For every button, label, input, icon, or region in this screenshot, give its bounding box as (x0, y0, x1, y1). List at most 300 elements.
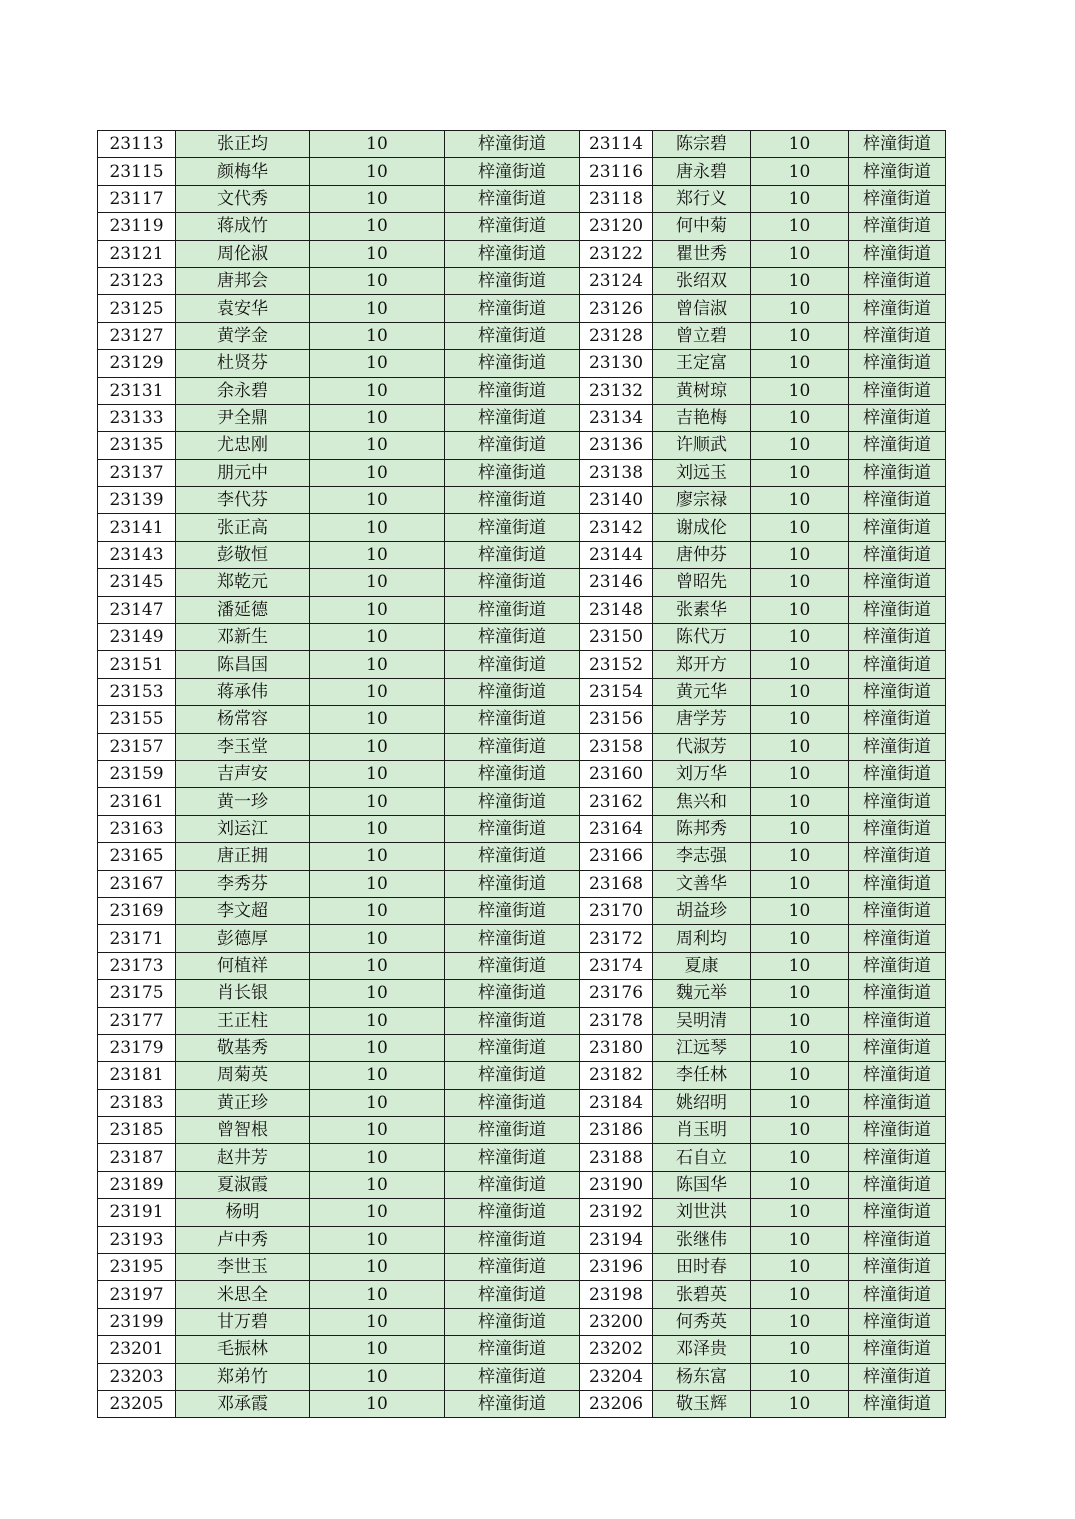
record-id-cell: 23179 (98, 1034, 176, 1061)
table-row (98, 295, 946, 322)
record-id-cell: 23129 (98, 350, 176, 377)
value-cell: 10 (310, 213, 445, 240)
table-row (98, 1254, 946, 1281)
street-name-cell: 梓潼街道 (849, 1144, 946, 1171)
street-name-cell: 梓潼街道 (849, 788, 946, 815)
street-name-cell: 梓潼街道 (445, 815, 580, 842)
value-cell: 10 (751, 706, 849, 733)
street-name-cell: 梓潼街道 (445, 651, 580, 678)
value-cell: 10 (310, 1034, 445, 1061)
person-name-cell: 邓承霞 (176, 1390, 310, 1417)
value-cell: 10 (751, 1308, 849, 1335)
person-name-cell: 唐永碧 (653, 158, 751, 185)
record-id-cell: 23137 (98, 459, 176, 486)
person-name-cell: 张绍双 (653, 267, 751, 294)
person-name-cell: 敬基秀 (176, 1034, 310, 1061)
record-id-cell: 23201 (98, 1336, 176, 1363)
person-name-cell: 李文超 (176, 897, 310, 924)
record-id-cell: 23152 (580, 651, 653, 678)
street-name-cell: 梓潼街道 (445, 213, 580, 240)
person-name-cell: 黄一珍 (176, 788, 310, 815)
person-name-cell: 文善华 (653, 870, 751, 897)
record-id-cell: 23123 (98, 267, 176, 294)
person-name-cell: 潘延德 (176, 596, 310, 623)
person-name-cell: 毛振林 (176, 1336, 310, 1363)
value-cell: 10 (751, 240, 849, 267)
person-name-cell: 郑开方 (653, 651, 751, 678)
table-row (98, 158, 946, 185)
record-id-cell: 23119 (98, 213, 176, 240)
street-name-cell: 梓潼街道 (445, 240, 580, 267)
record-id-cell: 23151 (98, 651, 176, 678)
record-id-cell: 23158 (580, 733, 653, 760)
value-cell: 10 (751, 377, 849, 404)
value-cell: 10 (310, 651, 445, 678)
person-name-cell: 黄元华 (653, 678, 751, 705)
value-cell: 10 (751, 185, 849, 212)
street-name-cell: 梓潼街道 (445, 788, 580, 815)
record-id-cell: 23139 (98, 487, 176, 514)
person-name-cell: 黄正珍 (176, 1089, 310, 1116)
value-cell: 10 (310, 514, 445, 541)
value-cell: 10 (751, 1062, 849, 1089)
person-name-cell: 陈国华 (653, 1171, 751, 1198)
street-name-cell: 梓潼街道 (849, 870, 946, 897)
value-cell: 10 (310, 1171, 445, 1198)
table-row (98, 1171, 946, 1198)
value-cell: 10 (310, 295, 445, 322)
value-cell: 10 (751, 1363, 849, 1390)
record-id-cell: 23122 (580, 240, 653, 267)
table-row (98, 1336, 946, 1363)
table-row (98, 1062, 946, 1089)
record-id-cell: 23128 (580, 322, 653, 349)
person-name-cell: 敬玉辉 (653, 1390, 751, 1417)
street-name-cell: 梓潼街道 (445, 350, 580, 377)
street-name-cell: 梓潼街道 (445, 678, 580, 705)
person-name-cell: 陈代万 (653, 624, 751, 651)
table-row (98, 1363, 946, 1390)
value-cell: 10 (310, 569, 445, 596)
record-id-cell: 23121 (98, 240, 176, 267)
street-name-cell: 梓潼街道 (445, 131, 580, 158)
table-body (98, 131, 946, 1418)
record-id-cell: 23146 (580, 569, 653, 596)
table-row (98, 350, 946, 377)
record-id-cell: 23134 (580, 404, 653, 431)
record-id-cell: 23178 (580, 1007, 653, 1034)
person-name-cell: 李志强 (653, 843, 751, 870)
person-name-cell: 朋元中 (176, 459, 310, 486)
value-cell: 10 (751, 1089, 849, 1116)
table-row (98, 706, 946, 733)
value-cell: 10 (310, 980, 445, 1007)
street-name-cell: 梓潼街道 (445, 870, 580, 897)
person-name-cell: 米思全 (176, 1281, 310, 1308)
street-name-cell: 梓潼街道 (849, 1226, 946, 1253)
person-name-cell: 蒋承伟 (176, 678, 310, 705)
record-id-cell: 23153 (98, 678, 176, 705)
record-id-cell: 23206 (580, 1390, 653, 1417)
value-cell: 10 (751, 925, 849, 952)
data-table (97, 130, 946, 1418)
street-name-cell: 梓潼街道 (849, 158, 946, 185)
person-name-cell: 瞿世秀 (653, 240, 751, 267)
value-cell: 10 (310, 1007, 445, 1034)
value-cell: 10 (751, 624, 849, 651)
person-name-cell: 张正均 (176, 131, 310, 158)
person-name-cell: 刘运江 (176, 815, 310, 842)
table-row (98, 678, 946, 705)
street-name-cell: 梓潼街道 (445, 1062, 580, 1089)
value-cell: 10 (310, 487, 445, 514)
person-name-cell: 王正柱 (176, 1007, 310, 1034)
street-name-cell: 梓潼街道 (849, 733, 946, 760)
person-name-cell: 周利均 (653, 925, 751, 952)
street-name-cell: 梓潼街道 (849, 1117, 946, 1144)
person-name-cell: 彭德厚 (176, 925, 310, 952)
record-id-cell: 23138 (580, 459, 653, 486)
record-id-cell: 23147 (98, 596, 176, 623)
table-row (98, 788, 946, 815)
table-row (98, 1144, 946, 1171)
street-name-cell: 梓潼街道 (445, 158, 580, 185)
person-name-cell: 谢成伦 (653, 514, 751, 541)
person-name-cell: 张继伟 (653, 1226, 751, 1253)
person-name-cell: 陈邦秀 (653, 815, 751, 842)
table-row (98, 185, 946, 212)
person-name-cell: 郑乾元 (176, 569, 310, 596)
value-cell: 10 (751, 432, 849, 459)
table-row (98, 267, 946, 294)
record-id-cell: 23195 (98, 1254, 176, 1281)
value-cell: 10 (751, 459, 849, 486)
person-name-cell: 李任林 (653, 1062, 751, 1089)
value-cell: 10 (310, 760, 445, 787)
value-cell: 10 (310, 815, 445, 842)
street-name-cell: 梓潼街道 (849, 541, 946, 568)
table-row (98, 870, 946, 897)
record-id-cell: 23120 (580, 213, 653, 240)
person-name-cell: 曾昭先 (653, 569, 751, 596)
table-row (98, 487, 946, 514)
value-cell: 10 (751, 1117, 849, 1144)
street-name-cell: 梓潼街道 (849, 131, 946, 158)
street-name-cell: 梓潼街道 (849, 569, 946, 596)
person-name-cell: 张碧英 (653, 1281, 751, 1308)
record-id-cell: 23193 (98, 1226, 176, 1253)
street-name-cell: 梓潼街道 (849, 1062, 946, 1089)
value-cell: 10 (751, 1199, 849, 1226)
value-cell: 10 (751, 678, 849, 705)
table-row (98, 569, 946, 596)
table-row (98, 624, 946, 651)
table-row (98, 432, 946, 459)
record-id-cell: 23194 (580, 1226, 653, 1253)
value-cell: 10 (310, 952, 445, 979)
record-id-cell: 23173 (98, 952, 176, 979)
street-name-cell: 梓潼街道 (849, 295, 946, 322)
value-cell: 10 (310, 1117, 445, 1144)
street-name-cell: 梓潼街道 (445, 322, 580, 349)
value-cell: 10 (751, 843, 849, 870)
record-id-cell: 23188 (580, 1144, 653, 1171)
person-name-cell: 胡益珍 (653, 897, 751, 924)
person-name-cell: 周菊英 (176, 1062, 310, 1089)
street-name-cell: 梓潼街道 (445, 1144, 580, 1171)
record-id-cell: 23176 (580, 980, 653, 1007)
value-cell: 10 (751, 815, 849, 842)
record-id-cell: 23160 (580, 760, 653, 787)
value-cell: 10 (751, 213, 849, 240)
record-id-cell: 23162 (580, 788, 653, 815)
table-row (98, 980, 946, 1007)
person-name-cell: 余永碧 (176, 377, 310, 404)
record-id-cell: 23166 (580, 843, 653, 870)
record-id-cell: 23145 (98, 569, 176, 596)
street-name-cell: 梓潼街道 (849, 404, 946, 431)
value-cell: 10 (751, 131, 849, 158)
value-cell: 10 (310, 1254, 445, 1281)
person-name-cell: 蒋成竹 (176, 213, 310, 240)
street-name-cell: 梓潼街道 (849, 213, 946, 240)
value-cell: 10 (310, 1062, 445, 1089)
value-cell: 10 (310, 1144, 445, 1171)
record-id-cell: 23174 (580, 952, 653, 979)
person-name-cell: 石自立 (653, 1144, 751, 1171)
street-name-cell: 梓潼街道 (445, 925, 580, 952)
value-cell: 10 (751, 651, 849, 678)
person-name-cell: 何植祥 (176, 952, 310, 979)
person-name-cell: 唐学芳 (653, 706, 751, 733)
street-name-cell: 梓潼街道 (849, 1199, 946, 1226)
value-cell: 10 (751, 1007, 849, 1034)
value-cell: 10 (751, 870, 849, 897)
street-name-cell: 梓潼街道 (849, 377, 946, 404)
record-id-cell: 23144 (580, 541, 653, 568)
street-name-cell: 梓潼街道 (445, 952, 580, 979)
value-cell: 10 (310, 322, 445, 349)
record-id-cell: 23143 (98, 541, 176, 568)
record-id-cell: 23185 (98, 1117, 176, 1144)
table-row (98, 897, 946, 924)
record-id-cell: 23150 (580, 624, 653, 651)
record-id-cell: 23142 (580, 514, 653, 541)
person-name-cell: 陈宗碧 (653, 131, 751, 158)
value-cell: 10 (310, 733, 445, 760)
record-id-cell: 23149 (98, 624, 176, 651)
street-name-cell: 梓潼街道 (445, 1363, 580, 1390)
record-id-cell: 23199 (98, 1308, 176, 1335)
record-id-cell: 23135 (98, 432, 176, 459)
street-name-cell: 梓潼街道 (445, 596, 580, 623)
value-cell: 10 (751, 295, 849, 322)
value-cell: 10 (310, 678, 445, 705)
street-name-cell: 梓潼街道 (849, 267, 946, 294)
person-name-cell: 吴明清 (653, 1007, 751, 1034)
table-row (98, 596, 946, 623)
value-cell: 10 (751, 1254, 849, 1281)
value-cell: 10 (751, 569, 849, 596)
value-cell: 10 (310, 925, 445, 952)
record-id-cell: 23183 (98, 1089, 176, 1116)
value-cell: 10 (751, 952, 849, 979)
record-id-cell: 23202 (580, 1336, 653, 1363)
person-name-cell: 文代秀 (176, 185, 310, 212)
street-name-cell: 梓潼街道 (849, 925, 946, 952)
person-name-cell: 邓泽贵 (653, 1336, 751, 1363)
person-name-cell: 郑弟竹 (176, 1363, 310, 1390)
street-name-cell: 梓潼街道 (445, 843, 580, 870)
street-name-cell: 梓潼街道 (849, 843, 946, 870)
person-name-cell: 甘万碧 (176, 1308, 310, 1335)
record-id-cell: 23187 (98, 1144, 176, 1171)
street-name-cell: 梓潼街道 (445, 706, 580, 733)
record-id-cell: 23130 (580, 350, 653, 377)
record-id-cell: 23189 (98, 1171, 176, 1198)
value-cell: 10 (310, 267, 445, 294)
value-cell: 10 (751, 267, 849, 294)
record-id-cell: 23124 (580, 267, 653, 294)
street-name-cell: 梓潼街道 (849, 624, 946, 651)
value-cell: 10 (751, 404, 849, 431)
record-id-cell: 23163 (98, 815, 176, 842)
street-name-cell: 梓潼街道 (849, 1034, 946, 1061)
person-name-cell: 郑行义 (653, 185, 751, 212)
record-id-cell: 23196 (580, 1254, 653, 1281)
record-id-cell: 23141 (98, 514, 176, 541)
street-name-cell: 梓潼街道 (445, 1336, 580, 1363)
street-name-cell: 梓潼街道 (849, 1363, 946, 1390)
street-name-cell: 梓潼街道 (849, 1336, 946, 1363)
table-row (98, 213, 946, 240)
person-name-cell: 杨东富 (653, 1363, 751, 1390)
table-row (98, 377, 946, 404)
street-name-cell: 梓潼街道 (445, 1390, 580, 1417)
record-id-cell: 23181 (98, 1062, 176, 1089)
record-id-cell: 23126 (580, 295, 653, 322)
street-name-cell: 梓潼街道 (445, 1089, 580, 1116)
person-name-cell: 尤忠刚 (176, 432, 310, 459)
street-name-cell: 梓潼街道 (849, 1171, 946, 1198)
person-name-cell: 周伦淑 (176, 240, 310, 267)
value-cell: 10 (751, 1336, 849, 1363)
table-row (98, 459, 946, 486)
street-name-cell: 梓潼街道 (849, 322, 946, 349)
table-row (98, 1034, 946, 1061)
street-name-cell: 梓潼街道 (445, 1007, 580, 1034)
street-name-cell: 梓潼街道 (445, 980, 580, 1007)
value-cell: 10 (751, 541, 849, 568)
person-name-cell: 唐仲芬 (653, 541, 751, 568)
record-id-cell: 23192 (580, 1199, 653, 1226)
person-name-cell: 李世玉 (176, 1254, 310, 1281)
table-row (98, 240, 946, 267)
street-name-cell: 梓潼街道 (849, 487, 946, 514)
street-name-cell: 梓潼街道 (849, 1007, 946, 1034)
table-row (98, 651, 946, 678)
record-id-cell: 23127 (98, 322, 176, 349)
value-cell: 10 (751, 322, 849, 349)
table-row (98, 843, 946, 870)
value-cell: 10 (751, 158, 849, 185)
person-name-cell: 刘世洪 (653, 1199, 751, 1226)
value-cell: 10 (310, 870, 445, 897)
record-id-cell: 23168 (580, 870, 653, 897)
value-cell: 10 (310, 1336, 445, 1363)
record-id-cell: 23157 (98, 733, 176, 760)
record-id-cell: 23205 (98, 1390, 176, 1417)
value-cell: 10 (310, 1390, 445, 1417)
street-name-cell: 梓潼街道 (849, 350, 946, 377)
record-id-cell: 23171 (98, 925, 176, 952)
value-cell: 10 (751, 733, 849, 760)
street-name-cell: 梓潼街道 (849, 651, 946, 678)
record-id-cell: 23114 (580, 131, 653, 158)
person-name-cell: 尹全鼎 (176, 404, 310, 431)
person-name-cell: 廖宗禄 (653, 487, 751, 514)
street-name-cell: 梓潼街道 (849, 952, 946, 979)
record-id-cell: 23170 (580, 897, 653, 924)
street-name-cell: 梓潼街道 (849, 678, 946, 705)
table-row (98, 404, 946, 431)
table-row (98, 1199, 946, 1226)
value-cell: 10 (310, 131, 445, 158)
value-cell: 10 (310, 1199, 445, 1226)
value-cell: 10 (310, 897, 445, 924)
person-name-cell: 肖长银 (176, 980, 310, 1007)
street-name-cell: 梓潼街道 (445, 1281, 580, 1308)
street-name-cell: 梓潼街道 (849, 1254, 946, 1281)
street-name-cell: 梓潼街道 (445, 1308, 580, 1335)
table-row (98, 733, 946, 760)
street-name-cell: 梓潼街道 (445, 1199, 580, 1226)
street-name-cell: 梓潼街道 (445, 624, 580, 651)
value-cell: 10 (310, 706, 445, 733)
value-cell: 10 (751, 1390, 849, 1417)
table-row (98, 514, 946, 541)
record-id-cell: 23125 (98, 295, 176, 322)
record-id-cell: 23116 (580, 158, 653, 185)
person-name-cell: 焦兴和 (653, 788, 751, 815)
value-cell: 10 (310, 432, 445, 459)
value-cell: 10 (310, 1226, 445, 1253)
street-name-cell: 梓潼街道 (849, 760, 946, 787)
person-name-cell: 曾立碧 (653, 322, 751, 349)
record-id-cell: 23133 (98, 404, 176, 431)
person-name-cell: 陈昌国 (176, 651, 310, 678)
person-name-cell: 吉艳梅 (653, 404, 751, 431)
person-name-cell: 李代芬 (176, 487, 310, 514)
street-name-cell: 梓潼街道 (849, 1308, 946, 1335)
record-id-cell: 23117 (98, 185, 176, 212)
value-cell: 10 (751, 760, 849, 787)
person-name-cell: 袁安华 (176, 295, 310, 322)
street-name-cell: 梓潼街道 (849, 432, 946, 459)
value-cell: 10 (751, 1144, 849, 1171)
value-cell: 10 (310, 459, 445, 486)
person-name-cell: 许顺武 (653, 432, 751, 459)
person-name-cell: 彭敬恒 (176, 541, 310, 568)
record-id-cell: 23113 (98, 131, 176, 158)
street-name-cell: 梓潼街道 (849, 1089, 946, 1116)
street-name-cell: 梓潼街道 (445, 1034, 580, 1061)
record-id-cell: 23136 (580, 432, 653, 459)
value-cell: 10 (751, 487, 849, 514)
value-cell: 10 (310, 185, 445, 212)
street-name-cell: 梓潼街道 (849, 815, 946, 842)
person-name-cell: 王定富 (653, 350, 751, 377)
